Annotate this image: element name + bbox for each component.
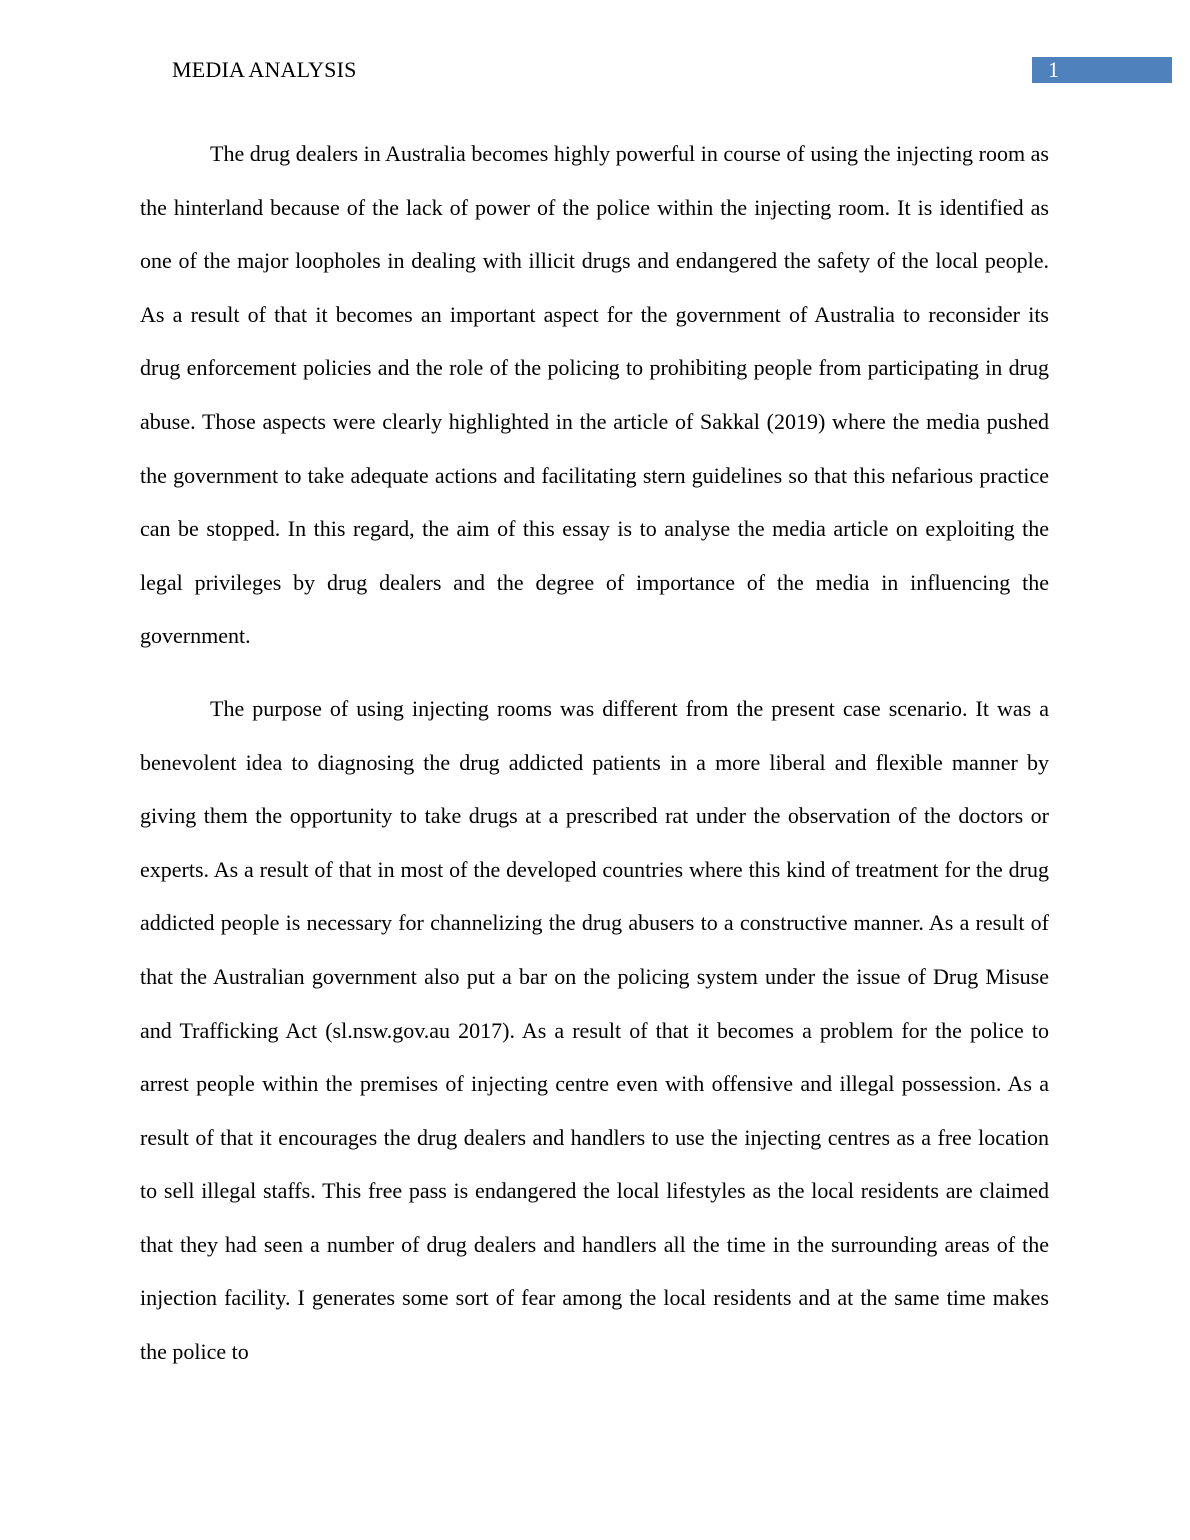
document-body [140,127,1049,1379]
paragraph-2: The purpose of using injecting rooms was different from the present case scenario. It was a benevolent idea to diagnosing the drug addicted patients in a more liberal and flexible manner by giving them the opportunity to take drugs at a prescribed rat under the observation of the doctors or experts. As a result of that in most of the developed countries where this kind of treatment for the drug addicted people is necessary for channelizing the drug abusers to a constructive manner. As a result of that the Australian government also put a bar on the policing system under the issue of Drug Misuse and Trafficking Act (sl.nsw.gov.au 2017). As a result of that it becomes a problem for the police to arrest people within the premises of injecting centre even with offensive and illegal possession. As a result of that it encourages the drug dealers and handlers to use the injecting centres as a free location to sell illegal staffs. This free pass is endangered the local lifestyles as the local residents are claimed that they had seen a number of drug dealers and handlers all the time in the surrounding areas of the injection facility. I generates some sort of fear among the local residents and at the same time makes the police to [140,695,1049,1365]
page-number-badge [1032,57,1172,83]
paragraph-1: The drug dealers in Australia becomes highly powerful in course of using the injecting room as the hinterland because of the lack of power of the police within the injecting room. It is identified as one of the major loopholes in dealing with illicit drugs and endangered the safety of the local people. As a result of that it becomes an important aspect for the government of Australia to reconsider its drug enforcement policies and the role of the policing to prohibiting people from participating in drug abuse. Those aspects were clearly highlighted in the article of Sakkal (2019) where the media pushed the government to take adequate actions and facilitating stern guidelines so that this nefarious practice can be stopped. In this regard, the aim of this essay is to analyse the media article on exploiting the legal privileges by drug dealers and the degree of importance of the media in influencing the government. [140,141,1049,649]
running-header-title: MEDIA ANALYSIS [172,57,357,82]
page-number: 1 [1048,57,1059,82]
